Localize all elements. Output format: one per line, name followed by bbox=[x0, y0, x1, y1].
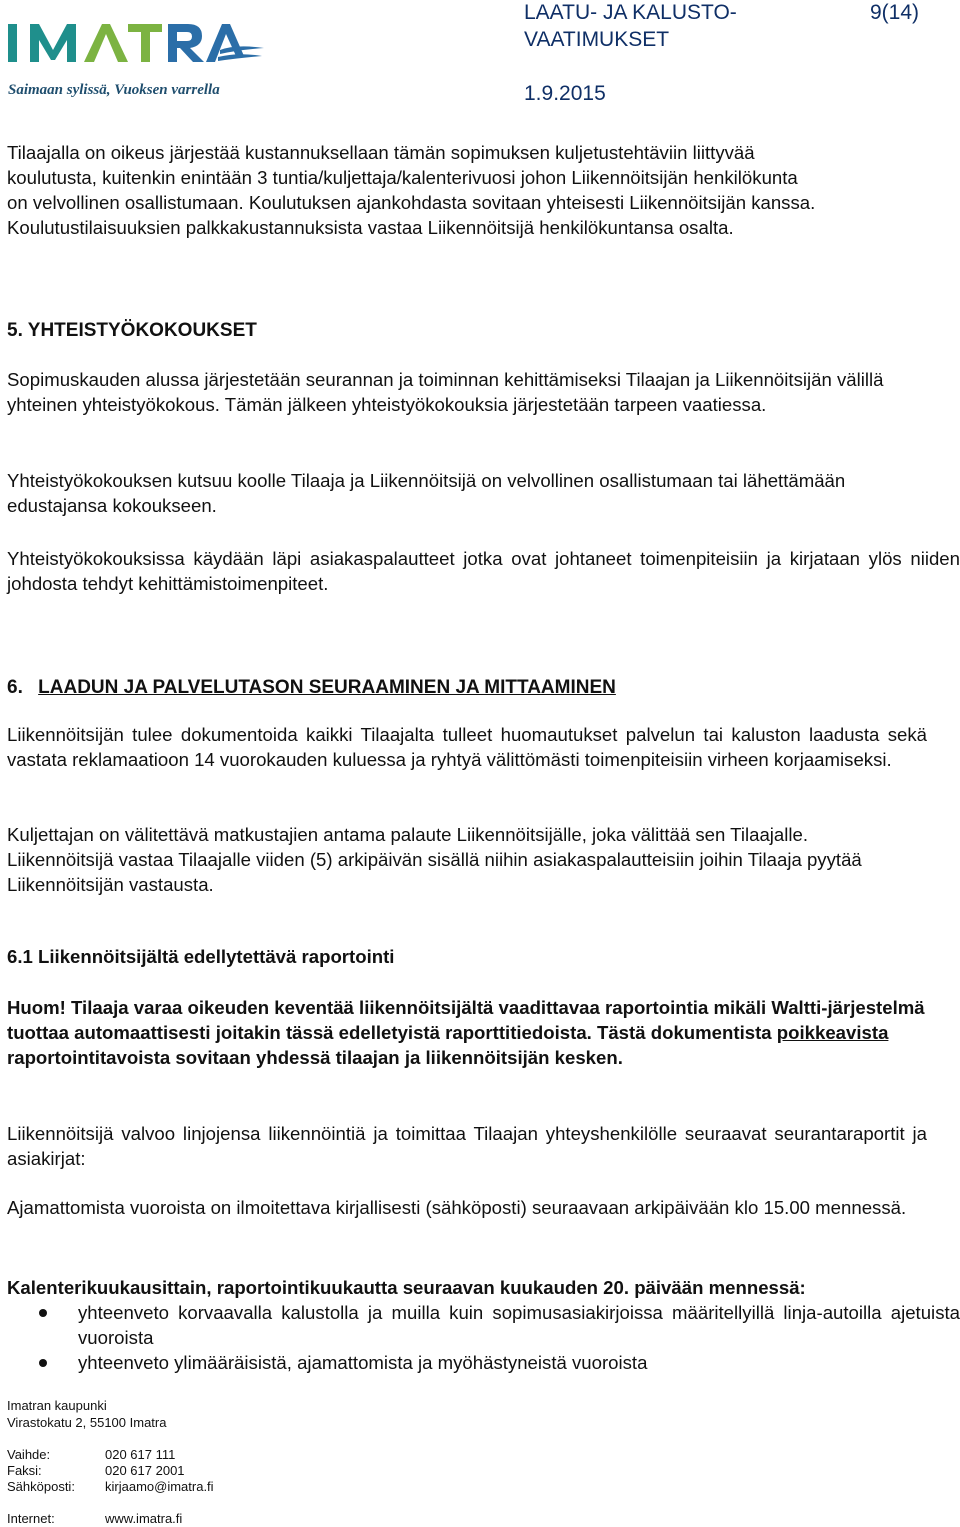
list-item bbox=[7, 1350, 960, 1375]
section-6-paragraph-2-line: Kuljettajan on välitettävä matkustajien antama palaute Liikennöitsijälle, joka välittää sen Tilaajalle. bbox=[7, 824, 809, 845]
section-5-paragraph-3: Yhteistyökokouksissa käydään läpi asiakaspalautteet jotka ovat johtaneet toimenpiteisiin ja kirjataan ylös niiden johdosta tehdyt kehittämistoimenpiteet. bbox=[7, 548, 960, 594]
page-number: 9(14) bbox=[870, 1, 920, 24]
document-title-line1: LAATU- JA KALUSTO- bbox=[524, 1, 737, 24]
document-date: 1.9.2015 bbox=[524, 82, 606, 105]
footer-fax-label: Faksi: bbox=[7, 1463, 42, 1478]
footer-email[interactable]: kirjaamo@imatra.fi bbox=[105, 1479, 214, 1494]
section-6-heading bbox=[7, 675, 960, 700]
footer-web[interactable]: www.imatra.fi bbox=[105, 1511, 183, 1526]
reporting-note bbox=[7, 995, 927, 1070]
section-6-paragraph-2 bbox=[7, 822, 960, 897]
note-text-end: raportointitavoista sovitaan yhdessä tilaajan ja liikennöitsijän kesken. bbox=[7, 1047, 623, 1068]
bullet-icon bbox=[39, 1359, 47, 1367]
footer-address: Virastokatu 2, 55100 Imatra bbox=[7, 1415, 167, 1430]
intro-line: Tilaajalla on oikeus järjestää kustannuksellaan tämän sopimuksen kuljetustehtäviin liittyvää bbox=[7, 142, 755, 163]
intro-paragraph bbox=[7, 140, 960, 240]
section-6-paragraph-4: Ajamattomista vuoroista on ilmoitettava kirjallisesti (sähköposti) seuraavaan arkipäivään klo 15.00 mennessä. bbox=[7, 1197, 907, 1218]
section-6-paragraph-1: Liikennöitsijän tulee dokumentoida kaikki Tilaajalta tulleet huomautukset palvelun tai kaluston laadusta sekä vastata reklamaatioon 14 vuorokauden kuluessa ja ryhtyä välittömästi toimenpiteisiin virheen korjaamiseksi. bbox=[7, 724, 927, 770]
section-5-paragraph-2: Yhteistyökokouksen kutsuu koolle Tilaaja ja Liikennöitsijä on velvollinen osallistumaan tai lähettämään edustajansa kokoukseen. bbox=[7, 470, 846, 516]
section-6-number: 6. bbox=[7, 677, 23, 698]
list-item-text: yhteenveto korvaavalla kalustolla ja muilla kuin sopimusasiakirjoissa määritellyillä linja-autoilla ajetuista vuoroista bbox=[78, 1302, 960, 1348]
logo-tagline: Saimaan sylissä, Vuoksen varrella bbox=[8, 82, 220, 98]
monthly-reports-heading: Kalenterikuukausittain, raportointikuukautta seuraavan kuukauden 20. päivään mennessä: bbox=[7, 1277, 806, 1298]
section-5-paragraph-1: Sopimuskauden alussa järjestetään seurannan ja toiminnan kehittämiseksi Tilaajan ja Liikennöitsijän välillä yhteinen yhteistyökokous. Tämän jälkeen yhteistyökokouksia järjestetään tarpeen vaatiessa. bbox=[7, 369, 884, 415]
note-text-start: Huom! Tilaaja varaa oikeuden keventää liikennöitsijältä vaadittavaa raportointia mikäli Waltti-järjestelmä tuottaa automaattisesti joitakin tässä edelletyistä raporttitiedoista. Tästä dokumentista bbox=[7, 997, 925, 1043]
footer-organization: Imatran kaupunki bbox=[7, 1398, 107, 1413]
section-6-paragraph-2-rest: Liikennöitsijä vastaa Tilaajalle viiden (5) arkipäivän sisällä niihin asiakaspalautteisiin joihin Tilaaja pyytää Liikennöitsijän vastausta. bbox=[7, 849, 862, 895]
section-5-heading: 5. YHTEISTYÖKOKOUKSET bbox=[7, 320, 257, 341]
imatra-logo bbox=[6, 20, 266, 68]
section-6-title: LAADUN JA PALVELUTASON SEURAAMINEN JA MITTAAMINEN bbox=[38, 677, 616, 698]
intro-line: on velvollinen osallistumaan. Koulutuksen ajankohdasta sovitaan yhteisesti Liikennöitsijän kanssa. bbox=[7, 192, 816, 213]
list-item-text: yhteenveto ylimääräisistä, ajamattomista ja myöhästyneistä vuoroista bbox=[78, 1352, 648, 1373]
list-item bbox=[7, 1300, 960, 1350]
intro-line: Koulutustilaisuuksien palkkakustannuksista vastaa Liikennöitsijä henkilökuntansa osalta. bbox=[7, 217, 734, 238]
footer-fax: 020 617 2001 bbox=[105, 1463, 185, 1478]
footer-phone: 020 617 111 bbox=[105, 1447, 176, 1462]
bullet-icon bbox=[39, 1309, 47, 1317]
monthly-reports-list bbox=[7, 1300, 960, 1375]
footer-phone-label: Vaihde: bbox=[7, 1447, 51, 1462]
note-underlined-word: poikkeavista bbox=[776, 1022, 889, 1043]
section-6-paragraph-3: Liikennöitsijä valvoo linjojensa liikennöintiä ja toimittaa Tilaajan yhteyshenkilölle seuraavat seurantaraportit ja asiakirjat: bbox=[7, 1123, 927, 1169]
intro-line: koulutusta, kuitenkin enintään 3 tuntia/kuljettaja/kalenterivuosi johon Liikennöitsijän henkilökunta bbox=[7, 167, 798, 188]
subsection-6-1-heading: 6.1 Liikennöitsijältä edellytettävä raportointi bbox=[7, 946, 395, 967]
document-title-line2: VAATIMUKSET bbox=[524, 28, 670, 51]
footer-web-label: Internet: bbox=[7, 1511, 55, 1526]
footer-email-label: Sähköposti: bbox=[7, 1479, 75, 1494]
